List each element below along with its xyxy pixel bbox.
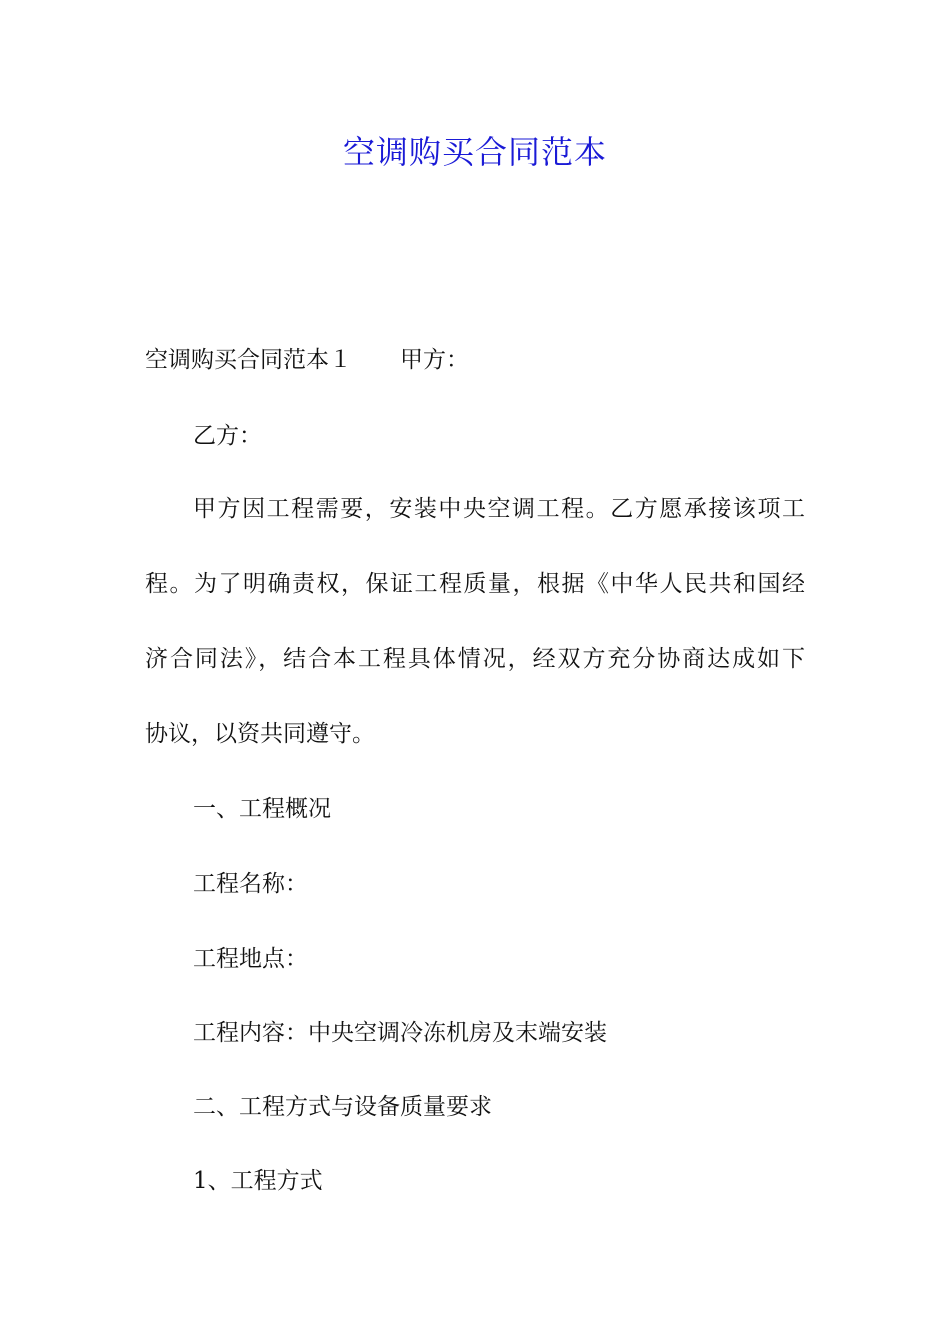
intro-line-4: 协议，以资共同遵守。: [145, 721, 375, 747]
project-location-label: 工程地点：: [193, 946, 308, 972]
project-content: 工程内容：中央空调冷冻机房及末端安装: [193, 1020, 607, 1046]
project-name-label: 工程名称：: [193, 871, 308, 897]
section-2-title: 二、工程方式与设备质量要求: [193, 1094, 492, 1120]
contract-heading-line: [145, 342, 815, 378]
subsection-1-title: 1、工程方式: [193, 1168, 323, 1194]
intro-line-2: 程。为了明确责权，保证工程质量，根据《中华人民共和国经: [145, 571, 805, 597]
contract-heading-label: 空调购买合同范本１: [145, 347, 352, 373]
intro-line-3: 济合同法》，结合本工程具体情况，经双方充分协商达成如下: [145, 646, 805, 672]
intro-line-1: 甲方因工程需要，安装中央空调工程。乙方愿承接该项工: [193, 496, 805, 522]
party-a-label: 甲方：: [400, 347, 469, 373]
section-1-title: 一、工程概况: [193, 796, 331, 822]
document-title: 空调购买合同范本: [342, 133, 607, 171]
party-b-label: 乙方：: [193, 423, 262, 449]
